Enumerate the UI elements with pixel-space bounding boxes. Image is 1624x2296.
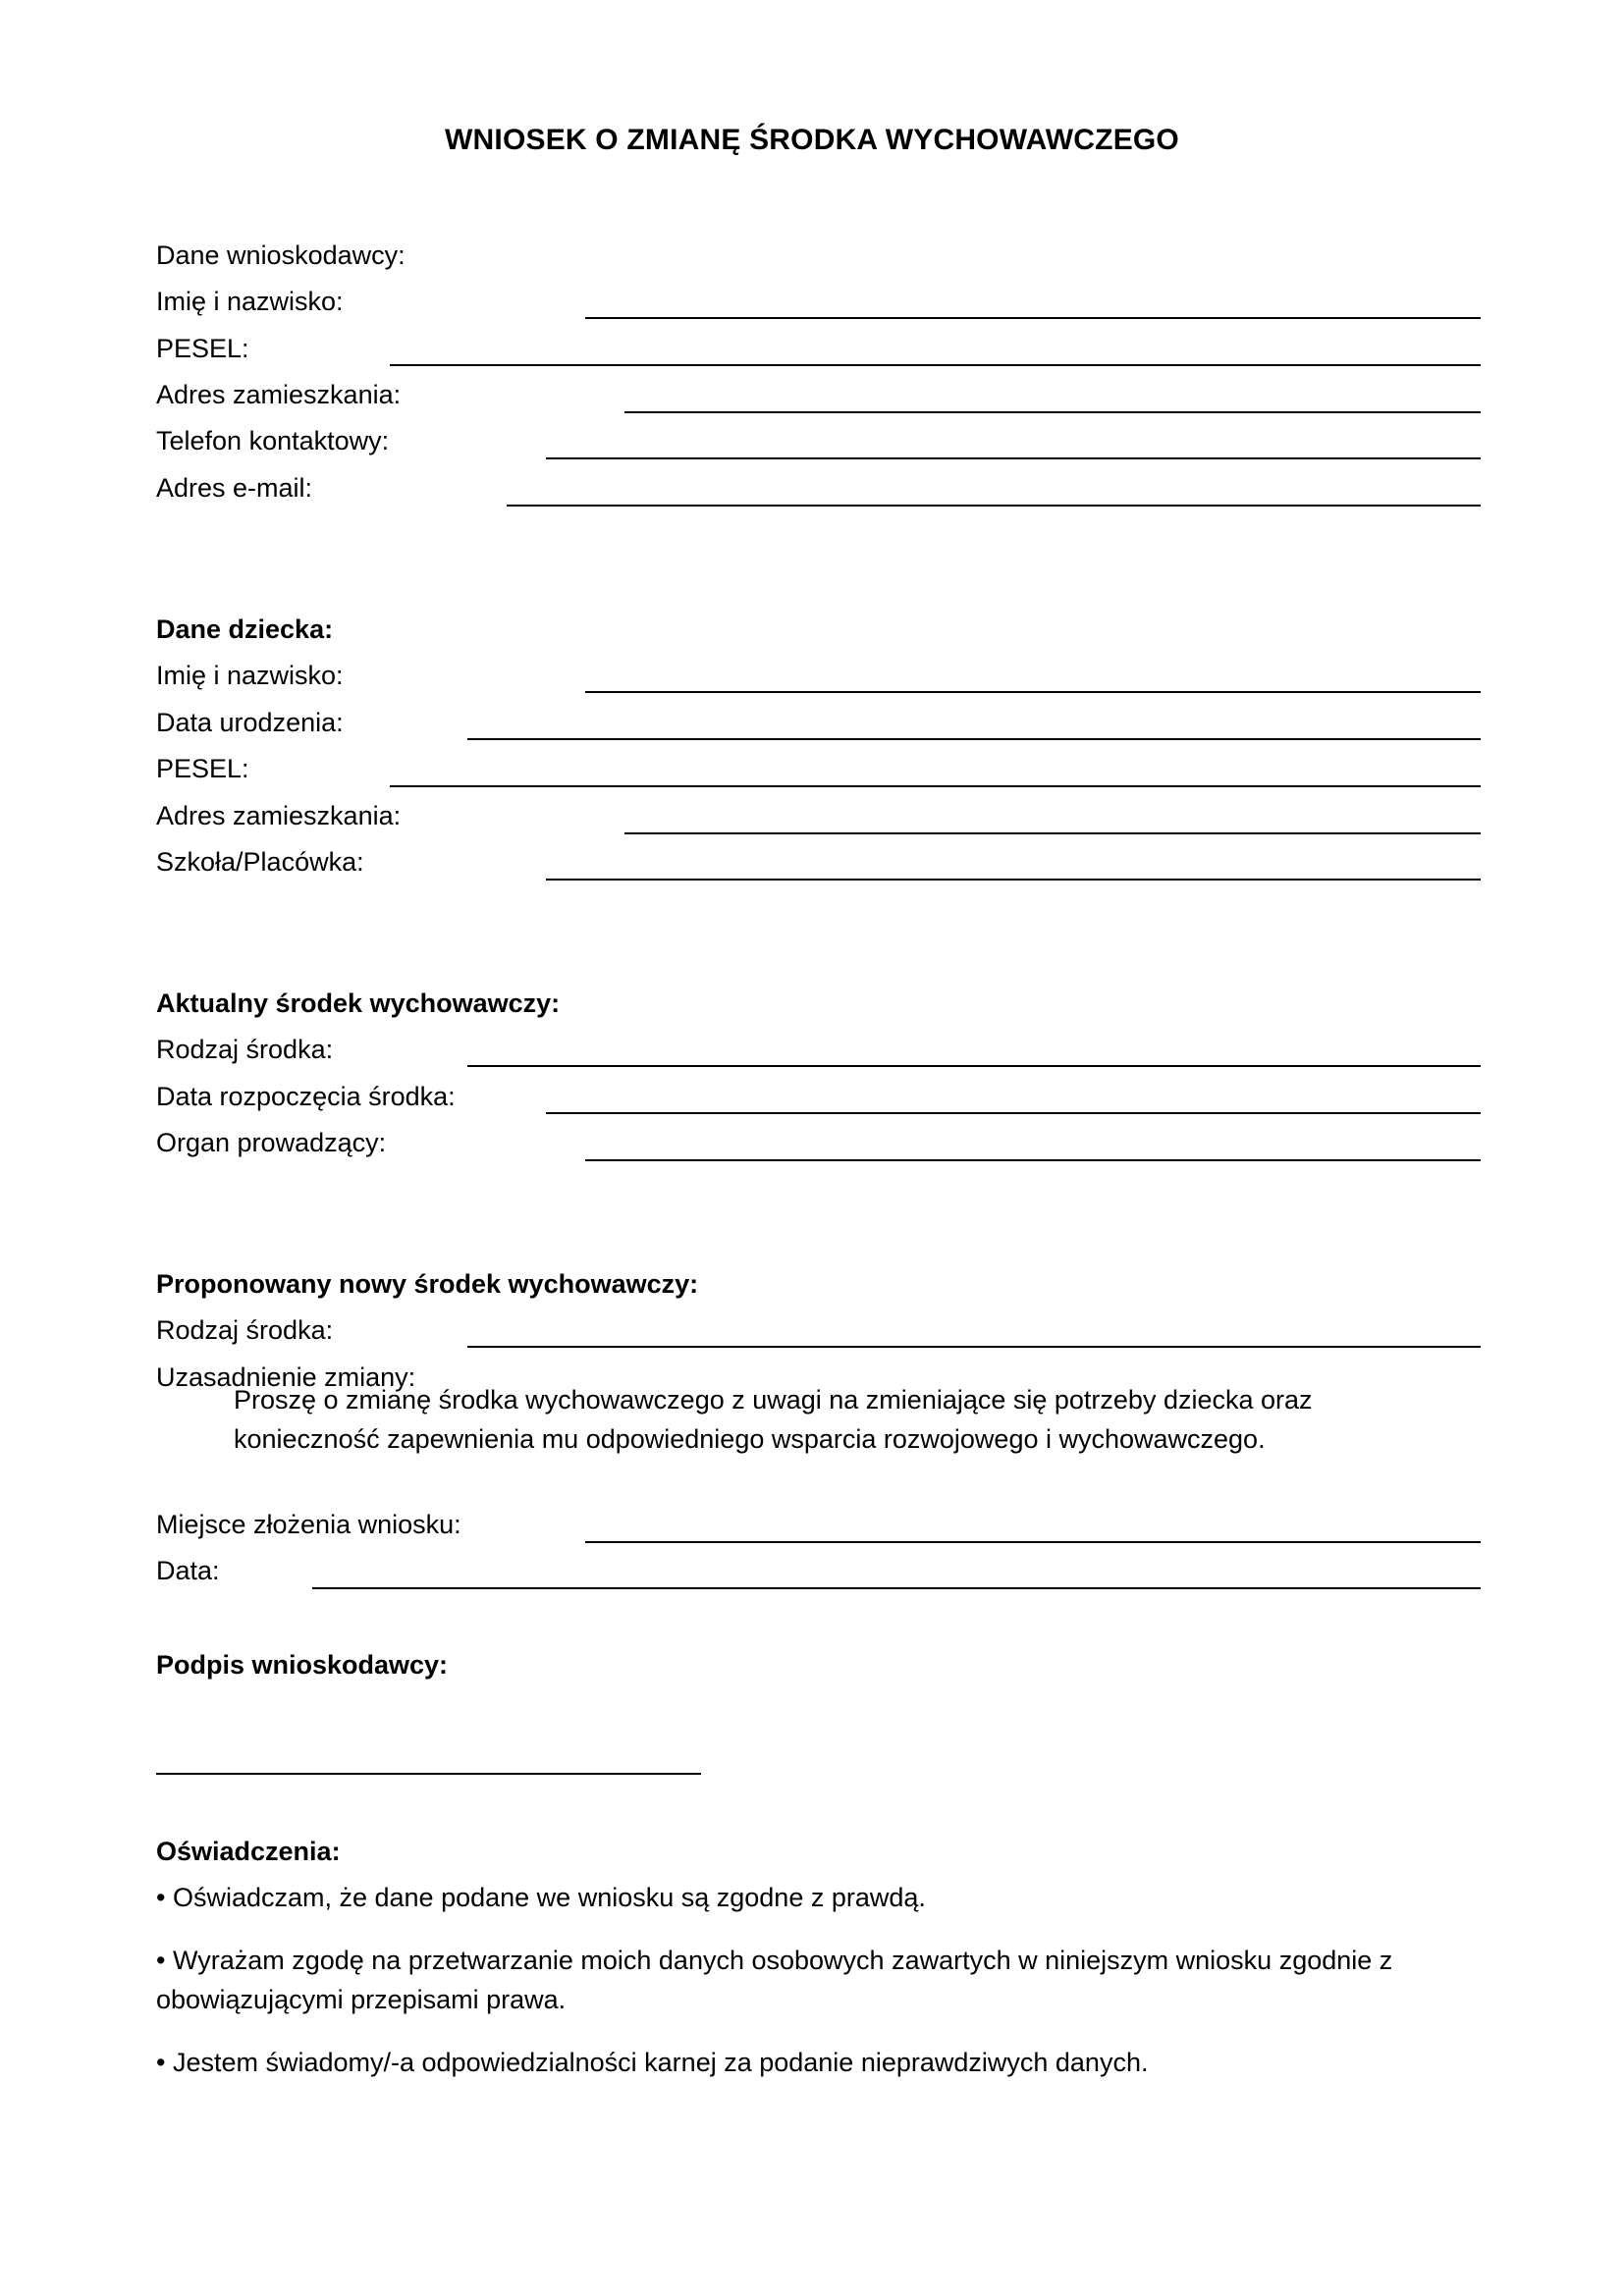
child-name-label: Imię i nazwisko: — [156, 661, 344, 690]
applicant-address-field[interactable] — [624, 411, 1481, 413]
justification-label: Uzasadnienie zmiany: — [156, 1362, 416, 1392]
signature-header: Podpis wnioskodawcy: — [156, 1650, 449, 1680]
child-birthdate-label: Data urodzenia: — [156, 708, 344, 737]
current-measure-type-field[interactable] — [467, 1065, 1481, 1067]
applicant-email-field[interactable] — [507, 505, 1481, 507]
applicant-pesel-label: PESEL: — [156, 334, 249, 363]
applicant-phone-label: Telefon kontaktowy: — [156, 426, 390, 455]
child-school-label: Szkoła/Placówka: — [156, 847, 364, 877]
document-title: WNIOSEK O ZMIANĘ ŚRODKA WYCHOWAWCZEGO — [445, 124, 1179, 156]
child-address-field[interactable] — [624, 832, 1481, 834]
declaration-item: • Wyrażam zgodę na przetwarzanie moich danych osobowych zawartych w niniejszym wniosku zgodnie z obowiązującymi przepisami prawa. — [156, 1946, 1393, 2014]
submission-place-field[interactable] — [585, 1541, 1481, 1543]
proposed-measure-header: Proponowany nowy środek wychowawczy: — [156, 1269, 699, 1299]
current-measure-start-date-field[interactable] — [546, 1112, 1481, 1114]
proposed-measure-type-field[interactable] — [467, 1346, 1481, 1348]
declarations-header: Oświadczenia: — [156, 1837, 341, 1866]
child-pesel-field[interactable] — [390, 785, 1481, 787]
declaration-item: • Oświadczam, że dane podane we wniosku są zgodne z prawdą. — [156, 1883, 926, 1912]
signature-field[interactable] — [156, 1773, 701, 1775]
proposed-measure-type-label: Rodzaj środka: — [156, 1315, 334, 1345]
submission-place-label: Miejsce złożenia wniosku: — [156, 1510, 461, 1539]
applicant-pesel-field[interactable] — [390, 364, 1481, 366]
applicant-name-field[interactable] — [585, 317, 1481, 319]
applicant-section-header: Dane wnioskodawcy: — [156, 240, 406, 270]
applicant-email-label: Adres e-mail: — [156, 473, 313, 503]
applicant-address-label: Adres zamieszkania: — [156, 380, 402, 409]
current-measure-header: Aktualny środek wychowawczy: — [156, 988, 561, 1018]
child-name-field[interactable] — [585, 691, 1481, 693]
current-measure-authority-label: Organ prowadzący: — [156, 1128, 387, 1157]
child-section-header: Dane dziecka: — [156, 614, 334, 644]
submission-date-label: Data: — [156, 1556, 220, 1585]
current-measure-start-date-label: Data rozpoczęcia środka: — [156, 1082, 456, 1111]
child-address-label: Adres zamieszkania: — [156, 801, 402, 830]
child-pesel-label: PESEL: — [156, 754, 249, 783]
applicant-phone-field[interactable] — [546, 457, 1481, 459]
child-school-field[interactable] — [546, 879, 1481, 881]
justification-text: Proszę o zmianę środka wychowawczego z uwagi na zmieniające się potrzeby dziecka oraz konieczność zapewnienia mu odpowiedniego wsparcia rozwojowego i wychowawczego. — [234, 1385, 1313, 1454]
submission-date-field[interactable] — [312, 1587, 1481, 1589]
applicant-name-label: Imię i nazwisko: — [156, 287, 344, 316]
child-birthdate-field[interactable] — [467, 738, 1481, 740]
current-measure-authority-field[interactable] — [585, 1159, 1481, 1161]
declaration-item: • Jestem świadomy/-a odpowiedzialności karnej za podanie nieprawdziwych danych. — [156, 2048, 1149, 2077]
current-measure-type-label: Rodzaj środka: — [156, 1035, 334, 1064]
